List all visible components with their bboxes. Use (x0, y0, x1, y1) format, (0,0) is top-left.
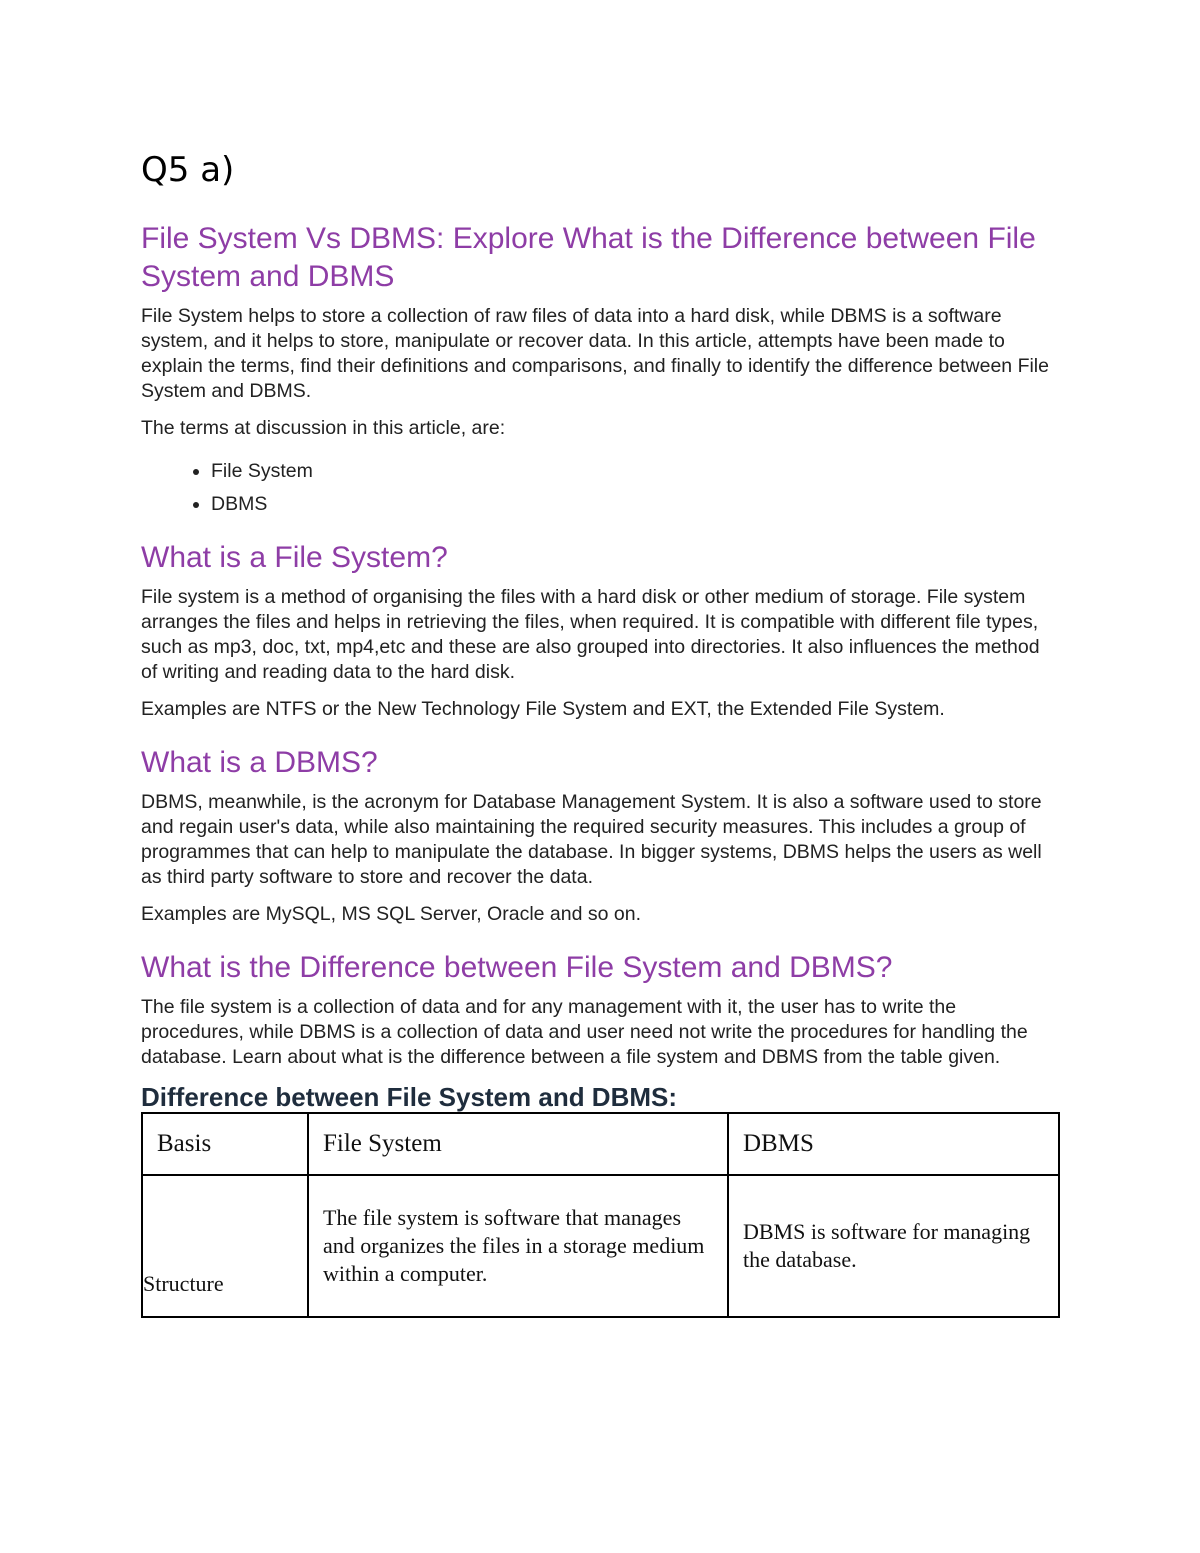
file-system-paragraph: File system is a method of organising the files with a hard disk or other medium of storage. File system arranges the files and helps in retrieving the files, when required. It is compatible with different file types, such as mp3, doc, txt, mp4,etc and these are also grouped into directories. It also influences the method of writing and reading data to the hard disk. (141, 586, 1040, 683)
table-heading: Difference between File System and DBMS: (141, 1082, 678, 1112)
cell-file-system: The file system is software that manages and organizes the files in a storage medium within a computer. (308, 1175, 728, 1317)
terms-intro: The terms at discussion in this article, are: (141, 417, 506, 439)
header-file-system: File System (308, 1113, 728, 1175)
cell-dbms: DBMS is software for managing the database. (728, 1175, 1059, 1317)
document-page (141, 140, 1061, 1318)
list-item: • DBMS (211, 488, 1061, 521)
difference-heading: What is the Difference between File System and DBMS? (141, 951, 893, 984)
question-label: Q5 a) (141, 150, 235, 190)
header-dbms: DBMS (728, 1113, 1059, 1175)
difference-paragraph: The file system is a collection of data and for any management with it, the user has to write the procedures, while DBMS is a collection of data and user need not write the procedures for handling the database. Learn about what is the difference between a file system and DBMS from the table given. (141, 996, 1028, 1068)
table-header-row (142, 1113, 1059, 1175)
table-row (142, 1175, 1059, 1317)
main-heading: File System Vs DBMS: Explore What is the Difference between File System and DBMS (141, 222, 1036, 293)
intro-paragraph: File System helps to store a collection of raw files of data into a hard disk, while DBMS is a software system, and it helps to store, manipulate or recover data. In this article, attempts have been made to explain the terms, find their definitions and comparisons, and finally to identify the difference between File System and DBMS. (141, 305, 1049, 402)
file-system-heading: What is a File System? (141, 541, 448, 574)
cell-basis: Structure (142, 1175, 308, 1317)
dbms-examples: Examples are MySQL, MS SQL Server, Oracle and so on. (141, 903, 641, 925)
list-item: • File System (211, 455, 1061, 488)
terms-list (141, 455, 1061, 521)
file-system-examples: Examples are NTFS or the New Technology File System and EXT, the Extended File System. (141, 698, 945, 720)
dbms-heading: What is a DBMS? (141, 746, 378, 779)
header-basis: Basis (142, 1113, 308, 1175)
comparison-table (141, 1112, 1060, 1318)
dbms-paragraph: DBMS, meanwhile, is the acronym for Database Management System. It is also a software used to store and regain user's data, while also maintaining the required security measures. This includes a group of programmes that can help to manipulate the database. In bigger systems, DBMS helps the users as well as third party software to store and recover the data. (141, 791, 1042, 888)
